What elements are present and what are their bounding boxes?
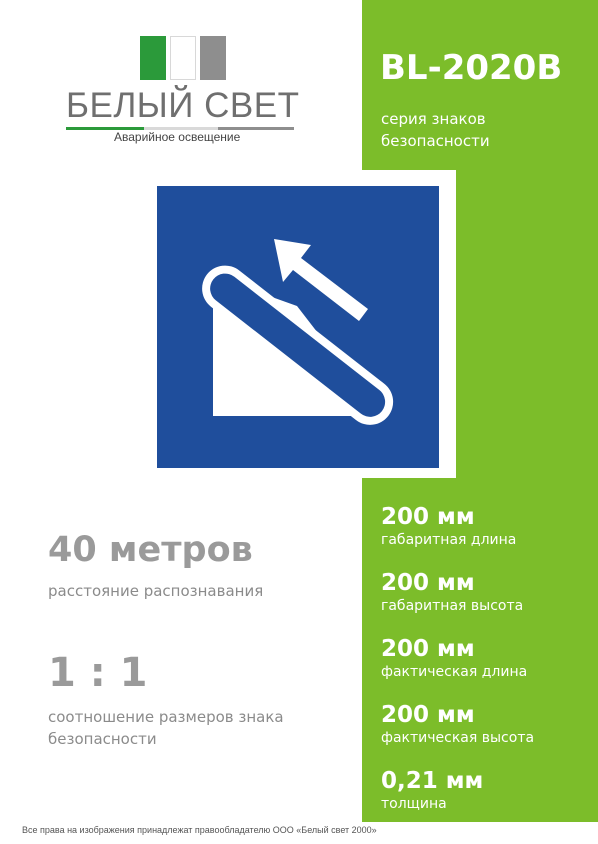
green-side-strip — [456, 160, 598, 490]
spec-overall-length — [381, 503, 516, 549]
spec-label: габаритная длина — [381, 532, 517, 548]
logo-white-bar — [170, 36, 196, 80]
product-model: BL-2020B — [380, 48, 563, 88]
ratio-label-line-2: безопасности — [48, 730, 157, 748]
copyright-footer: Все права на изображения принадлежат правообладателю ООО «Белый свет 2000» — [22, 825, 377, 835]
safety-sign — [157, 186, 439, 468]
spec-label: фактическая длина — [381, 664, 528, 680]
brand-name: БЕЛЫЙ СВЕТ — [66, 86, 300, 125]
ratio-label — [48, 706, 284, 750]
spec-actual-height — [381, 701, 534, 747]
spec-value: 200 мм — [381, 702, 475, 728]
product-series — [381, 108, 490, 152]
spec-thickness — [381, 767, 483, 813]
series-line-1: серия знаков — [381, 110, 486, 128]
spec-value: 200 мм — [381, 504, 475, 530]
spec-value: 0,21 мм — [381, 768, 484, 794]
spec-value: 200 мм — [381, 636, 475, 662]
ratio-label-line-1: соотношение размеров знака — [48, 708, 284, 726]
logo-green-bar — [140, 36, 166, 80]
recognition-distance-text: расстояние распознавания — [48, 582, 264, 600]
spec-label: толщина — [381, 796, 447, 812]
brand-tagline: Аварийное освещение — [114, 130, 241, 144]
recognition-distance-label — [48, 580, 263, 602]
spec-actual-length — [381, 635, 527, 681]
spec-label: фактическая высота — [381, 730, 535, 746]
ratio-value: 1 : 1 — [48, 650, 148, 696]
logo-gray-bar — [200, 36, 226, 80]
recognition-distance-value: 40 метров — [48, 530, 253, 570]
spec-overall-height — [381, 569, 523, 615]
escalator-up-icon — [157, 186, 439, 468]
brand-logo — [66, 36, 300, 146]
spec-label: габаритная высота — [381, 598, 524, 614]
spec-value: 200 мм — [381, 570, 475, 596]
series-line-2: безопасности — [381, 132, 490, 150]
